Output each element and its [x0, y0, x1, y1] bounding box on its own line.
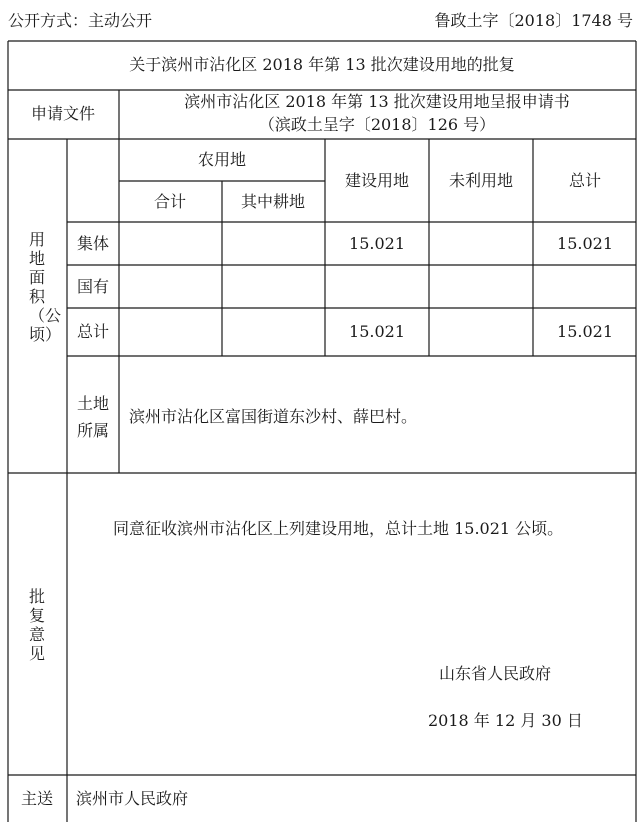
recipient-value: 滨州市人民政府 — [76, 789, 189, 808]
disclosure-mode: 公开方式：主动公开 — [8, 11, 153, 30]
application-line-1: 滨州市沾化区 2018 年第 13 批次建设用地呈报申请书 — [184, 92, 570, 111]
cell-sum-total: 15.021 — [557, 322, 613, 341]
application-line-2: （滨政土呈字〔2018〕126 号） — [258, 115, 496, 134]
approval-issuer: 山东省人民政府 — [439, 664, 552, 683]
row-label-sum: 总计 — [76, 322, 110, 341]
col-header-total: 总计 — [568, 171, 602, 190]
row-label-collective: 集体 — [76, 234, 110, 253]
approval-text: 同意征收滨州市沾化区上列建设用地，总计土地 15.021 公顷。 — [113, 519, 564, 538]
ownership-label-line-2: 所属 — [76, 421, 110, 440]
approval-label: 批复意见 — [29, 587, 46, 663]
recipient-label: 主送 — [20, 789, 54, 808]
ownership-label-line-1: 土地 — [76, 394, 110, 413]
col-header-agri-total: 合计 — [153, 192, 187, 211]
col-header-construction: 建设用地 — [344, 171, 410, 190]
col-header-agricultural: 农用地 — [197, 150, 247, 169]
document-number: 鲁政土字〔2018〕1748 号 — [434, 11, 633, 30]
document-title: 关于滨州市沾化区 2018 年第 13 批次建设用地的批复 — [129, 55, 515, 74]
application-label: 申请文件 — [30, 104, 96, 123]
cell-collective-construction: 15.021 — [349, 234, 405, 253]
col-header-farmland: 其中耕地 — [240, 192, 306, 211]
land-area-label: 用地面积（公顷） — [29, 230, 62, 344]
ownership-value: 滨州市沾化区富国街道东沙村、薛巴村。 — [129, 407, 418, 426]
cell-sum-construction: 15.021 — [349, 322, 405, 341]
cell-collective-total: 15.021 — [557, 234, 613, 253]
row-label-state: 国有 — [76, 277, 110, 296]
approval-date: 2018 年 12 月 30 日 — [428, 711, 583, 730]
col-header-unused: 未利用地 — [448, 171, 514, 190]
